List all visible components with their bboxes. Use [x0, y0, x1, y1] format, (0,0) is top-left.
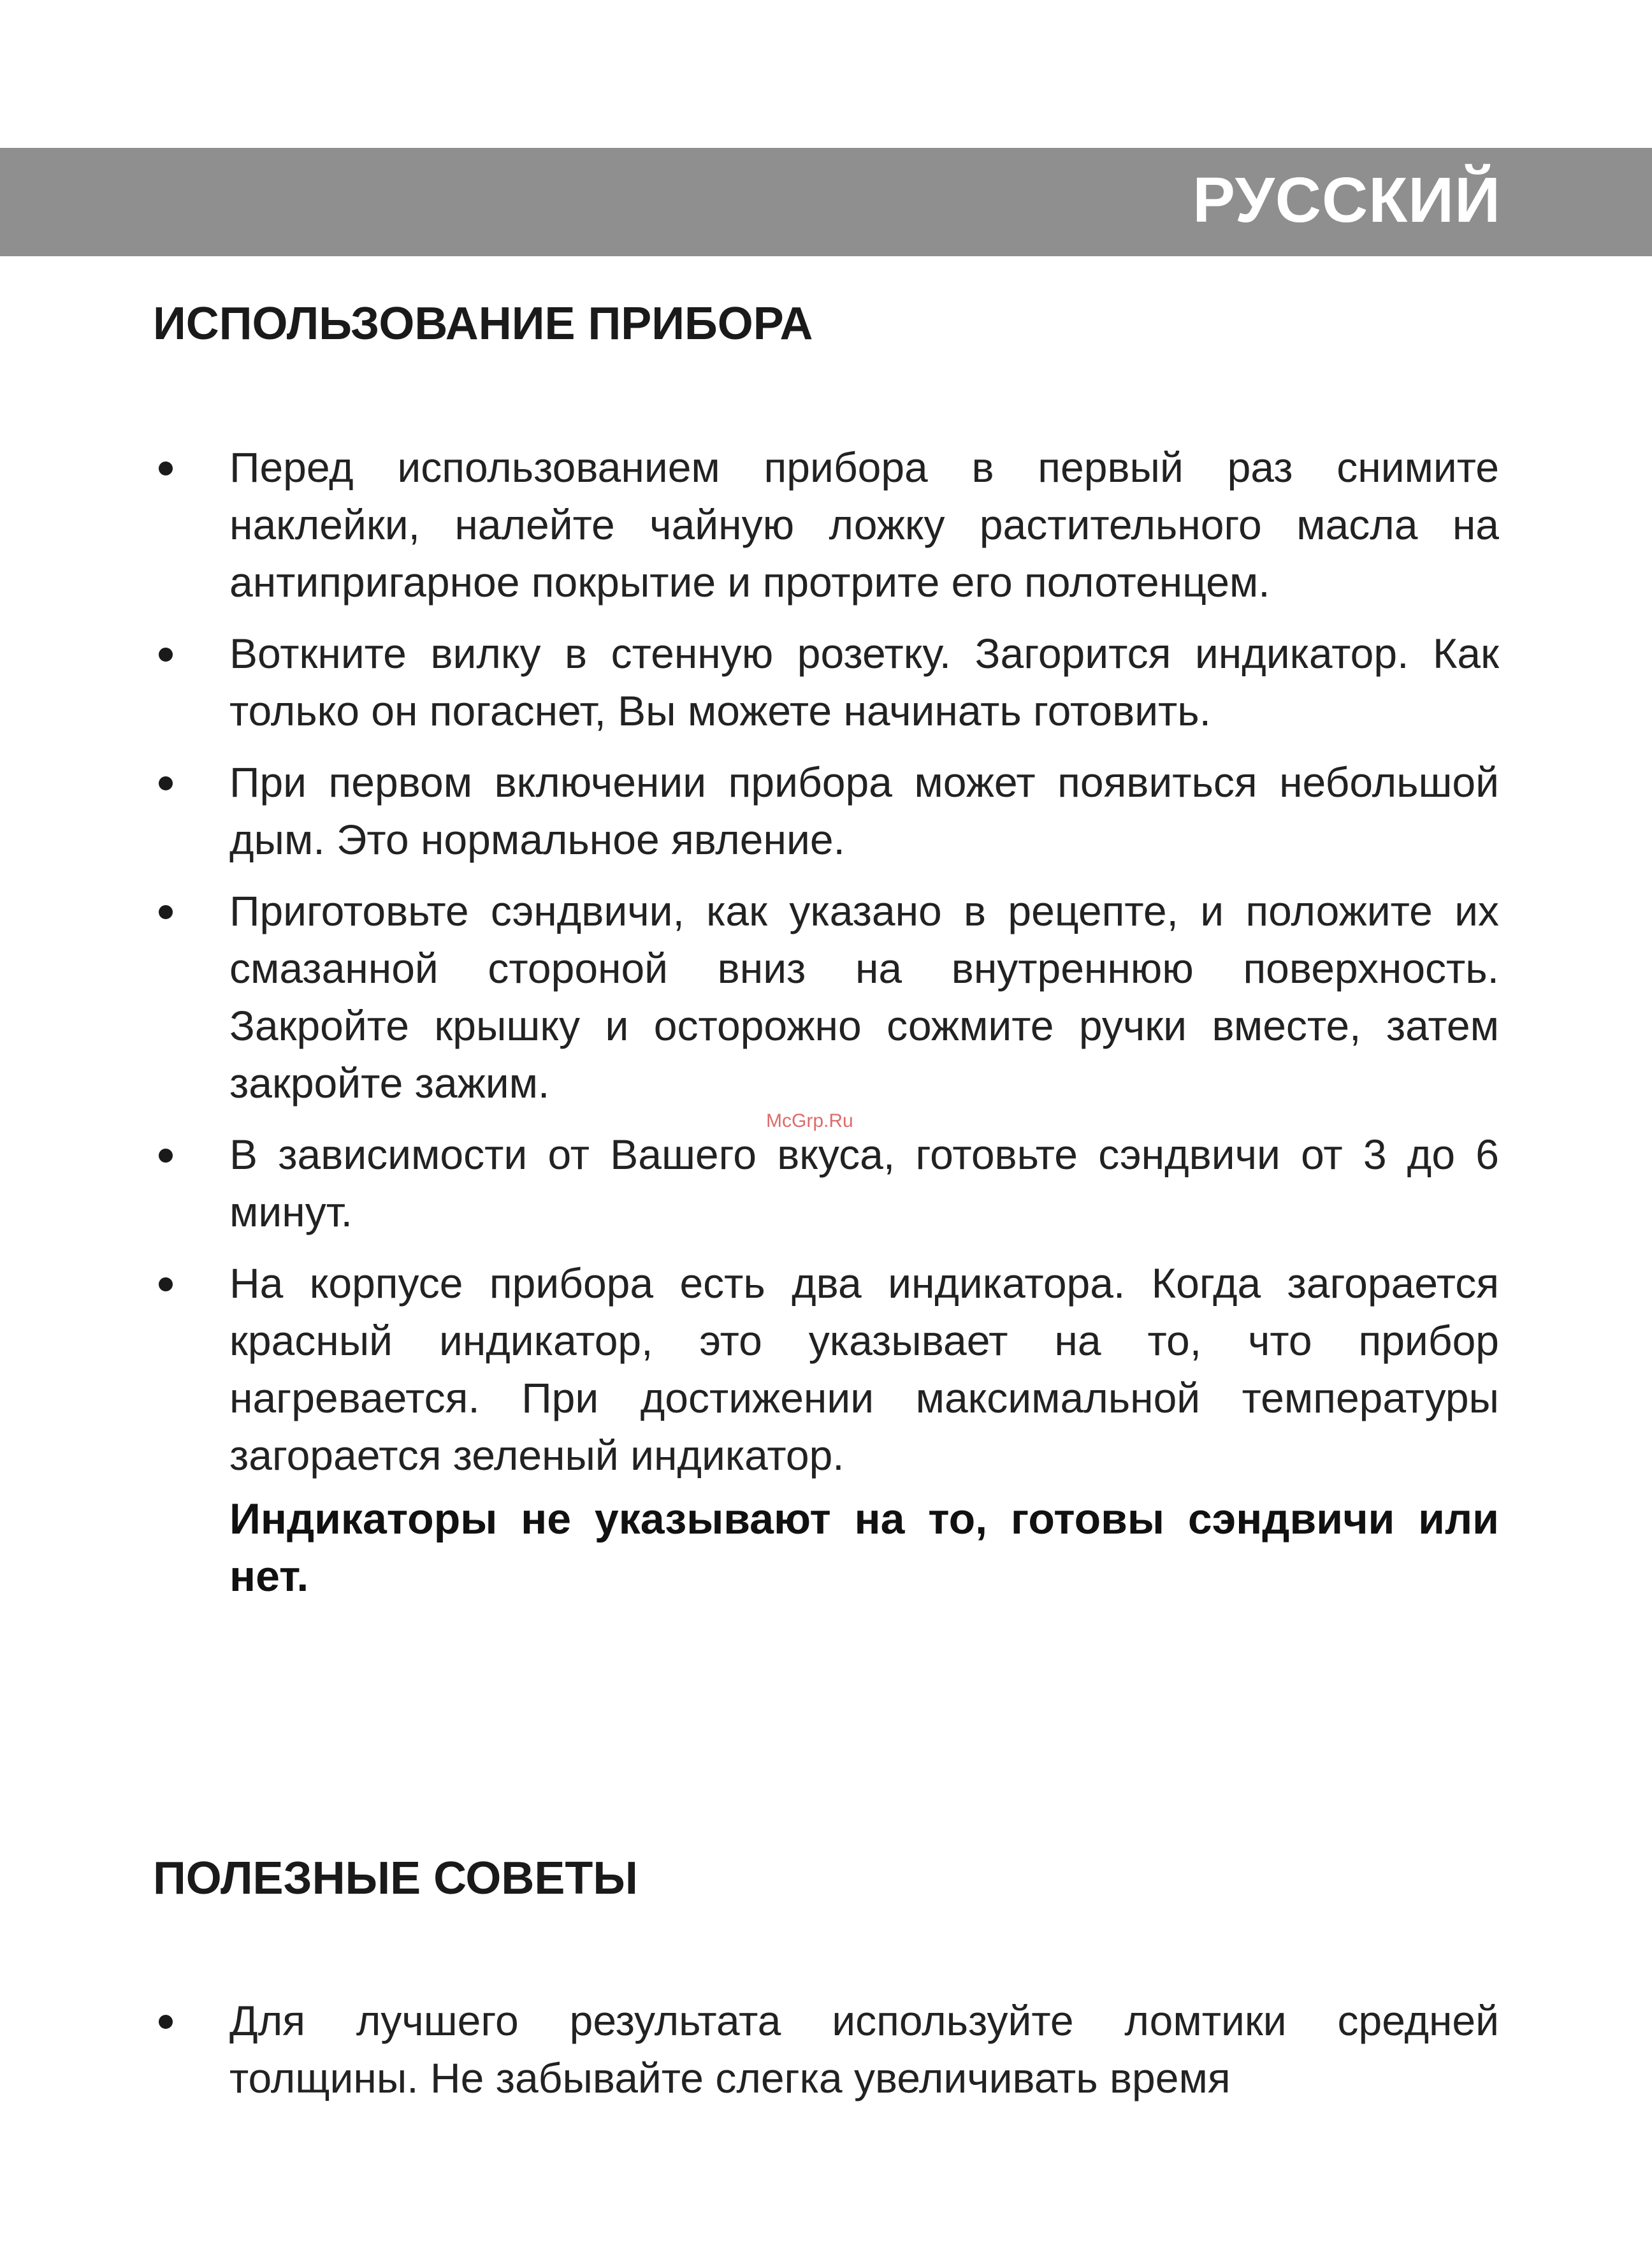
list-item-text: Воткните вилку в стенную розетку. Загорится индикатор. Как только он погаснет, Вы можете начинать готовить.: [229, 630, 1499, 734]
section-title-tips: ПОЛЕЗНЫЕ СОВЕТЫ: [153, 1853, 638, 1904]
tips-list: [153, 1992, 1499, 2121]
language-banner: [0, 148, 1652, 256]
bullet-icon: [159, 2015, 173, 2029]
indicator-note: Индикаторы не указывают на то, готовы сэндвичи или нет.: [229, 1495, 1499, 1601]
list-item-text: При первом включении прибора может появиться небольшой дым. Это нормальное явление.: [229, 759, 1499, 863]
section-title-usage: ИСПОЛЬЗОВАНИЕ ПРИБОРА: [153, 298, 813, 349]
list-item-text: В зависимости от Вашего вкуса, готовьте сэндвичи от 3 до 6 минут.: [229, 1131, 1499, 1235]
list-item: [153, 753, 1499, 868]
language-title: РУССКИЙ: [1192, 164, 1501, 236]
bullet-icon: [159, 776, 173, 790]
list-item: [153, 625, 1499, 739]
bullet-icon: [159, 1277, 173, 1291]
usage-instructions-list: [153, 439, 1499, 1619]
list-item-text: Перед использованием прибора в первый раз снимите наклейки, налейте чайную ложку растительного масла на антипригарное покрытие и протрите его полотенцем.: [229, 444, 1499, 606]
list-item-text: На корпусе прибора есть два индикатора. Когда загорается красный индикатор, это указывает на то, что прибор нагревается. При достижении максимальной температуры загорается зеленый индикатор.: [229, 1259, 1499, 1479]
bullet-icon: [159, 461, 173, 475]
bullet-icon: [159, 1149, 173, 1163]
bullet-icon: [159, 905, 173, 919]
list-item: [153, 882, 1499, 1112]
watermark: McGrp.Ru: [766, 1110, 853, 1131]
list-item: [153, 1254, 1499, 1605]
list-item-text: Для лучшего результата используйте ломтики средней толщины. Не забывайте слегка увеличивать время: [229, 1997, 1499, 2101]
list-item-text: Приготовьте сэндвичи, как указано в рецепте, и положите их смазанной стороной вниз на внутреннюю поверхность. Закройте крышку и осторожно сожмите ручки вместе, затем закройте зажим.: [229, 887, 1499, 1107]
list-item: [153, 439, 1499, 611]
list-item: [153, 1126, 1499, 1240]
indicator-note-wrapper: [229, 1484, 1499, 1605]
bullet-icon: [159, 648, 173, 662]
list-item: [153, 1992, 1499, 2107]
